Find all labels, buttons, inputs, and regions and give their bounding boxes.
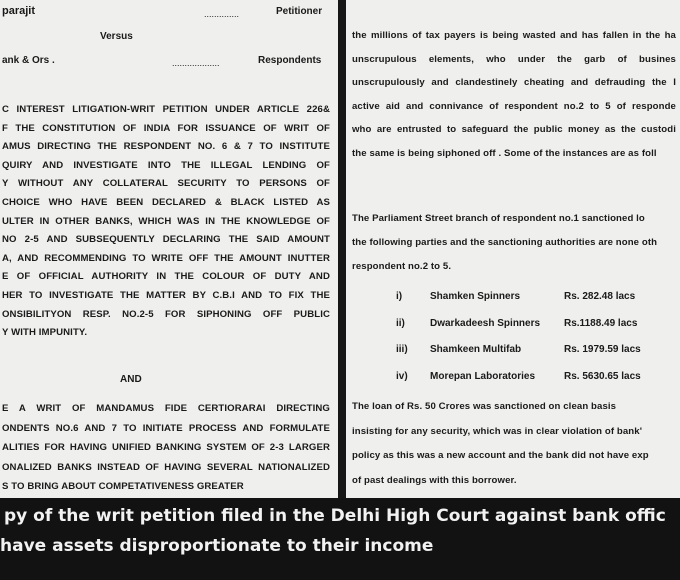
- document-text-line: Y WITHOUT ANY COLLATERAL SECURITY TO PERSONS OF: [2, 178, 330, 190]
- document-text-line: AMUS DIRECTING THE RESPONDENT NO. 6 & 7 TO INSTITUTE: [2, 141, 330, 153]
- document-text-line: C INTEREST LITIGATION-WRIT PETITION UNDER ARTICLE 226&: [2, 104, 330, 115]
- document-text-line: NO 2-5 AND SUBSEQUENTLY DECLARING THE SAID AMOUNT: [2, 234, 330, 246]
- loan-party: Shamken Spinners: [430, 291, 521, 302]
- document-text-line: E OF OFFICIAL AUTHORITY IN THE COLOUR OF DUTY AND: [2, 271, 330, 283]
- document-text-line: respondent no.2 to 5.: [352, 261, 452, 272]
- loan-party: Dwarkadeesh Spinners: [430, 317, 541, 329]
- document-text-line: The loan of Rs. 50 Crores was sanctioned on clean basis: [352, 401, 617, 412]
- document-text-line: HER TO INVESTIGATE THE MATTER BY C.B.I AND TO FIX THE: [2, 290, 330, 301]
- loan-row: [346, 291, 680, 307]
- document-text-line: E A WRIT OF MANDAMUS FIDE CERTIORARAI DIRECTING: [2, 403, 330, 414]
- loan-num: ii): [396, 317, 405, 329]
- caption-line-2: have assets disproportionate to their income: [0, 536, 434, 556]
- loan-amount: Rs. 282.48 lacs: [564, 291, 636, 302]
- petitioner-dots: ..............: [204, 9, 240, 19]
- document-text-line: Y WITH IMPUNITY.: [2, 327, 88, 339]
- document-text-line: unscrupulously and clandestinely cheating and defrauding the I: [352, 77, 676, 88]
- document-text-line: of past dealings with this borrower.: [352, 474, 517, 486]
- and-label: AND: [120, 374, 142, 385]
- respondent-dots: ...................: [172, 58, 220, 68]
- document-text-line: who are entrusted to safeguard the public money as the custodi: [352, 124, 676, 135]
- respondent-label: Respondents: [258, 55, 322, 66]
- loan-party: Morepan Laboratories: [430, 370, 536, 382]
- document-text-line: ONDENTS NO.6 AND 7 TO INITIATE PROCESS AND FORMULATE: [2, 422, 330, 434]
- loan-amount: Rs. 5630.65 lacs: [564, 370, 641, 382]
- right-document-page: [346, 0, 680, 498]
- document-text-line: the millions of tax payers is being wasted and has fallen in the ha: [352, 30, 676, 41]
- loan-amount: Rs. 1979.59 lacs: [564, 344, 641, 355]
- left-document-page: [0, 0, 338, 498]
- document-text-line: S TO BRING ABOUT COMPETATIVENESS GREATER: [2, 481, 244, 492]
- document-text-line: the following parties and the sanctioning authorities are none oth: [352, 237, 658, 248]
- document-text-line: CHOICE WHO HAVE BEEN DECLARED & BLACK LISTED AS: [2, 197, 330, 208]
- document-text-line: ONALIZED BANKS INSTEAD OF HAVING SEVERAL NATIONALIZED: [2, 461, 330, 473]
- loan-num: iv): [396, 370, 408, 382]
- caption-line-1: py of the writ petition filed in the Delhi High Court against bank offic: [4, 506, 666, 526]
- loan-row: [346, 371, 680, 387]
- document-text-line: insisting for any security, which was in clear violation of bank': [352, 425, 643, 437]
- document-text-line: F THE CONSTITUTION OF INDIA FOR ISSUANCE OF WRIT OF: [2, 122, 330, 134]
- document-text-line: ALITIES FOR HAVING UNIFIED BANKING SYSTEM OF 2-3 LARGER: [2, 442, 330, 453]
- loan-num: iii): [396, 344, 408, 355]
- document-text-line: QUIRY AND INVESTIGATE INTO THE ILLEGAL LENDING OF: [2, 159, 330, 171]
- petitioner-name: parajit: [2, 5, 36, 17]
- document-text-line: ONSIBILITYON RESP. NO.2-5 FOR SIPHONING OFF PUBLIC: [2, 308, 330, 320]
- document-text-line: unscrupulous elements, who under the garb of busines: [352, 53, 676, 65]
- respondent-name: ank & Ors .: [2, 55, 55, 66]
- document-text-line: The Parliament Street branch of respondent no.1 sanctioned lo: [352, 213, 645, 224]
- loan-row: [346, 344, 680, 360]
- document-text-line: ULTER IN OTHER BANKS, WHICH WAS IN THE KNOWLEDGE OF: [2, 215, 330, 227]
- document-text-line: policy as this was a new account and the bank did not have exp: [352, 450, 649, 461]
- petitioner-label: Petitioner: [276, 6, 323, 17]
- document-text-line: the same is being siphoned off . Some of the instances are as foll: [352, 147, 657, 159]
- loan-amount: Rs.1188.49 lacs: [564, 317, 638, 329]
- loan-party: Shamkeen Multifab: [430, 344, 522, 355]
- loan-row: [346, 318, 680, 334]
- photo-caption: [0, 498, 680, 580]
- versus-label: Versus: [100, 31, 133, 42]
- document-text-line: A, AND RECOMMENDING TO WRITE OFF THE AMOUNT INUTTER: [2, 252, 330, 264]
- document-text-line: active aid and connivance of respondent no.2 to 5 of responde: [352, 100, 676, 112]
- loan-num: i): [396, 291, 403, 302]
